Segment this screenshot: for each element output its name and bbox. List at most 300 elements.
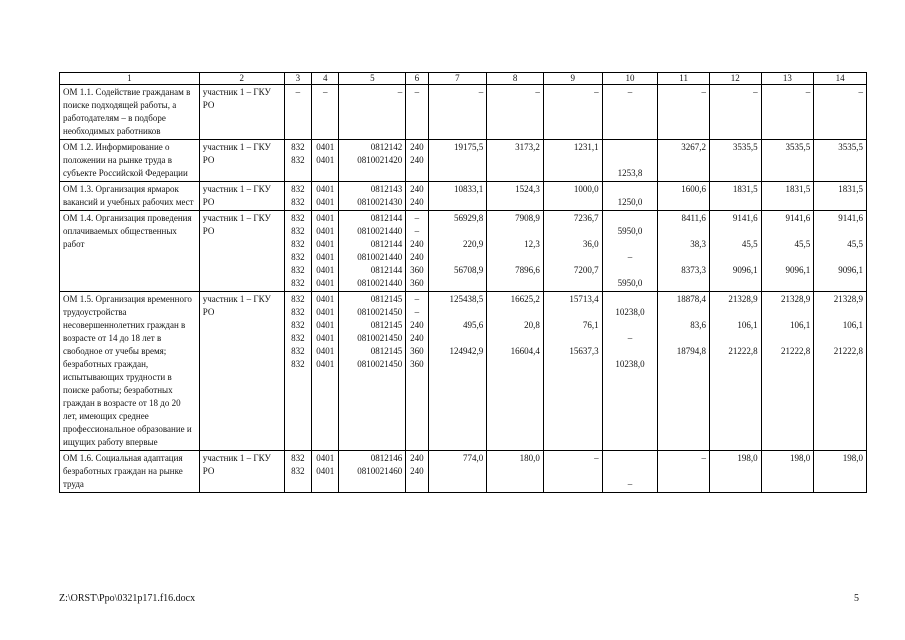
cell-value: 0810021460 — [357, 466, 403, 476]
cell-value: 36,0 — [582, 239, 599, 249]
cell-value: 20,8 — [524, 320, 540, 330]
cell-value: 0401 — [316, 184, 335, 194]
cell-value: 832 — [291, 359, 305, 369]
cell-value: 1600,6 — [681, 184, 706, 194]
cell-value: 7200,7 — [573, 265, 599, 275]
table-cell — [284, 85, 311, 140]
cell-value — [606, 465, 655, 478]
table-cell — [339, 451, 406, 493]
measure-name: ОМ 1.6. Социальная адаптация безработных граждан на рынке труда — [60, 451, 200, 493]
cell-value: 0810021450 — [357, 333, 403, 343]
cell-value: 1831,5 — [732, 184, 758, 194]
cell-value: 3535,5 — [838, 142, 863, 152]
cell-value: 832 — [291, 197, 305, 207]
table-cell — [814, 182, 867, 211]
measure-name: ОМ 1.4. Организация проведения оплачиваемых общественных работ — [60, 211, 200, 292]
cell-value: – — [414, 294, 420, 304]
cell-value: 240 — [410, 466, 424, 476]
responsible-participant: участник 1 – ГКУ РО — [199, 451, 284, 493]
table-cell — [709, 451, 761, 493]
measure-name: ОМ 1.1. Содействие гражданам в поиске подходящей работы, а работодателям – в подборе необходимых работников — [60, 85, 200, 140]
cell-value: – — [295, 87, 301, 97]
cell-value: 360 — [410, 346, 424, 356]
cell-value — [432, 251, 484, 264]
table-cell — [543, 182, 602, 211]
table-cell — [658, 292, 710, 451]
cell-value — [713, 277, 758, 290]
cell-value: 832 — [291, 346, 305, 356]
table-cell — [406, 85, 428, 140]
cell-value — [713, 251, 758, 264]
cell-value — [713, 225, 758, 238]
table-cell — [312, 85, 339, 140]
table-cell — [602, 211, 658, 292]
responsible-participant: участник 1 – ГКУ РО — [199, 85, 284, 140]
page-number: 5 — [854, 593, 859, 604]
cell-value: 18878,4 — [676, 294, 706, 304]
cell-value: 832 — [291, 278, 305, 288]
table-cell — [406, 292, 428, 451]
cell-value: 0401 — [316, 155, 335, 165]
cell-value: 3267,2 — [681, 142, 706, 152]
cell-value: 3173,2 — [515, 142, 540, 152]
table-cell — [339, 292, 406, 451]
table-cell — [284, 182, 311, 211]
cell-value — [606, 452, 655, 465]
cell-value: 83,6 — [690, 320, 706, 330]
cell-value — [817, 358, 863, 371]
cell-value: – — [397, 87, 403, 97]
cell-value — [817, 277, 863, 290]
table-cell — [709, 182, 761, 211]
cell-value: 106,1 — [789, 320, 811, 330]
cell-value: 0401 — [316, 359, 335, 369]
cell-value: 832 — [291, 155, 305, 165]
table-cell — [406, 211, 428, 292]
cell-value: 9096,1 — [732, 265, 758, 275]
table-cell — [487, 211, 544, 292]
cell-value: 124942,9 — [449, 346, 484, 356]
cell-value: 3535,5 — [785, 142, 811, 152]
cell-value: – — [805, 87, 811, 97]
cell-value: 0401 — [316, 265, 335, 275]
table-cell — [284, 140, 311, 182]
table-cell — [339, 211, 406, 292]
cell-value — [432, 358, 484, 371]
cell-value: 106,1 — [737, 320, 758, 330]
responsible-participant: участник 1 – ГКУ РО — [199, 182, 284, 211]
cell-value: 0401 — [316, 294, 335, 304]
cell-value: 1524,3 — [515, 184, 540, 194]
table-cell — [339, 182, 406, 211]
table-cell — [312, 211, 339, 292]
cell-value — [547, 306, 599, 319]
cell-value: 240 — [410, 320, 424, 330]
cell-value — [432, 225, 484, 238]
cell-value: 7908,9 — [515, 213, 540, 223]
cell-value: 0401 — [316, 252, 335, 262]
cell-value — [490, 277, 540, 290]
cell-value: 18794,8 — [676, 346, 706, 356]
table-cell — [406, 182, 428, 211]
cell-value — [606, 238, 655, 251]
column-header: 13 — [761, 73, 814, 85]
table-row — [60, 211, 867, 292]
table-row — [60, 182, 867, 211]
column-header: 2 — [199, 73, 284, 85]
cell-value: 76,1 — [582, 320, 599, 330]
table-cell — [428, 292, 487, 451]
table-cell — [709, 292, 761, 451]
table-cell — [761, 140, 814, 182]
cell-value: 10833,1 — [453, 184, 484, 194]
cell-value: 21222,8 — [728, 346, 758, 356]
table-cell — [814, 140, 867, 182]
cell-value — [817, 306, 863, 319]
table-cell — [284, 451, 311, 493]
column-header: 4 — [312, 73, 339, 85]
cell-value: 198,0 — [737, 453, 758, 463]
cell-value: 0810021420 — [357, 155, 403, 165]
document-path: Z:\ORST\Ppo\0321p171.f16.docx — [59, 593, 196, 604]
cell-value: 1831,5 — [785, 184, 811, 194]
cell-value: 0810021430 — [357, 197, 403, 207]
cell-value — [765, 306, 811, 319]
cell-value: 774,0 — [462, 453, 484, 463]
table-cell — [487, 85, 544, 140]
table-cell — [543, 140, 602, 182]
cell-value: – — [414, 307, 420, 317]
cell-value: 832 — [291, 320, 305, 330]
responsible-participant: участник 1 – ГКУ РО — [199, 211, 284, 292]
table-cell — [658, 451, 710, 493]
cell-value — [765, 225, 811, 238]
table-cell — [312, 451, 339, 493]
cell-value: 21222,8 — [833, 346, 863, 356]
table-cell — [312, 182, 339, 211]
cell-value — [606, 183, 655, 196]
cell-value: 1231,1 — [573, 142, 599, 152]
cell-value: 198,0 — [789, 453, 811, 463]
cell-value: 832 — [291, 294, 305, 304]
cell-value — [490, 306, 540, 319]
table-cell — [284, 211, 311, 292]
responsible-participant: участник 1 – ГКУ РО — [199, 140, 284, 182]
table-cell — [761, 211, 814, 292]
cell-value: 240 — [410, 239, 424, 249]
cell-value: 21222,8 — [780, 346, 811, 356]
cell-value: 8411,6 — [681, 213, 706, 223]
table-cell — [761, 451, 814, 493]
cell-value: 495,6 — [462, 320, 484, 330]
table-cell — [406, 451, 428, 493]
cell-value: 7896,6 — [515, 265, 540, 275]
cell-value: 832 — [291, 453, 305, 463]
cell-value: 56929,8 — [453, 213, 484, 223]
column-header: 11 — [658, 73, 710, 85]
table-cell — [543, 292, 602, 451]
cell-value: 832 — [291, 265, 305, 275]
cell-value: 0401 — [316, 346, 335, 356]
table-cell — [709, 140, 761, 182]
cell-value — [606, 154, 655, 167]
cell-value — [547, 225, 599, 238]
cell-value: 56708,9 — [453, 265, 484, 275]
cell-value: 9141,6 — [838, 213, 863, 223]
table-cell — [814, 292, 867, 451]
cell-value — [490, 225, 540, 238]
column-header: 6 — [406, 73, 428, 85]
measure-name: ОМ 1.5. Организация временного трудоустройства несовершеннолетних граждан в возрасте от 14 до 18 лет в свободное от учебы время; безработных граждан, испытывающих трудности в поиске работы; безработных граждан в возрасте от 18 до 20 лет, имеющих среднее профессиональное образование и ищущих работу впервые — [60, 292, 200, 451]
table-cell — [487, 140, 544, 182]
column-header: 10 — [602, 73, 658, 85]
responsible-participant: участник 1 – ГКУ РО — [199, 292, 284, 451]
cell-value: 12,3 — [524, 239, 540, 249]
column-header: 3 — [284, 73, 311, 85]
table-cell — [658, 140, 710, 182]
cell-value — [606, 345, 655, 358]
table-cell — [284, 292, 311, 451]
cell-value: 0401 — [316, 466, 335, 476]
cell-value: 832 — [291, 307, 305, 317]
cell-value: 5950,0 — [617, 226, 643, 236]
cell-value: 1000,0 — [573, 184, 599, 194]
table-cell — [487, 292, 544, 451]
cell-value: – — [701, 87, 706, 97]
cell-value: 8373,3 — [681, 265, 706, 275]
cell-value: 0812144 — [370, 265, 403, 275]
budget-table — [59, 72, 867, 493]
cell-value — [765, 251, 811, 264]
column-header: 12 — [709, 73, 761, 85]
cell-value: – — [414, 87, 420, 97]
cell-value: 0812145 — [370, 294, 403, 304]
cell-value — [713, 358, 758, 371]
column-header: 7 — [428, 73, 487, 85]
cell-value: 0401 — [316, 333, 335, 343]
cell-value: – — [701, 453, 706, 463]
table-cell — [709, 211, 761, 292]
cell-value: 240 — [410, 333, 424, 343]
cell-value: – — [627, 333, 633, 343]
cell-value: 9096,1 — [785, 265, 811, 275]
cell-value: 240 — [410, 142, 424, 152]
cell-value: 21328,9 — [780, 294, 811, 304]
table-cell — [814, 85, 867, 140]
cell-value: 10238,0 — [615, 359, 645, 369]
cell-value — [432, 306, 484, 319]
cell-value — [661, 251, 706, 264]
cell-value: 0812144 — [370, 239, 403, 249]
cell-value: 0401 — [316, 213, 335, 223]
cell-value — [490, 332, 540, 345]
cell-value: 0810021450 — [357, 359, 403, 369]
cell-value: 1250,0 — [617, 197, 643, 207]
cell-value: 1253,8 — [617, 168, 643, 178]
table-cell — [312, 140, 339, 182]
cell-value — [490, 358, 540, 371]
cell-value: 832 — [291, 333, 305, 343]
table-cell — [814, 211, 867, 292]
cell-value: 360 — [410, 278, 424, 288]
cell-value — [547, 358, 599, 371]
table-body — [60, 85, 867, 493]
cell-value: 0810021440 — [357, 226, 403, 236]
cell-value — [547, 277, 599, 290]
table-row — [60, 451, 867, 493]
cell-value — [661, 332, 706, 345]
cell-value: 0812145 — [370, 346, 403, 356]
cell-value: – — [627, 479, 633, 489]
cell-value — [432, 332, 484, 345]
cell-value: 832 — [291, 184, 305, 194]
cell-value: – — [594, 87, 599, 97]
cell-value: – — [535, 87, 540, 97]
cell-value: 45,5 — [741, 239, 758, 249]
table-cell — [339, 85, 406, 140]
cell-value: – — [858, 87, 863, 97]
cell-value: – — [627, 87, 633, 97]
cell-value: 0401 — [316, 142, 335, 152]
cell-value: 16604,4 — [510, 346, 540, 356]
column-header: 14 — [814, 73, 867, 85]
cell-value — [606, 141, 655, 154]
table-cell — [658, 211, 710, 292]
cell-value: 7236,7 — [573, 213, 599, 223]
table-cell — [487, 451, 544, 493]
measure-name: ОМ 1.3. Организация ярмарок вакансий и учебных рабочих мест — [60, 182, 200, 211]
cell-value — [713, 306, 758, 319]
cell-value: 0810021440 — [357, 252, 403, 262]
cell-value: 38,3 — [690, 239, 706, 249]
table-cell — [814, 451, 867, 493]
cell-value: – — [478, 87, 484, 97]
cell-value: 360 — [410, 265, 424, 275]
cell-value: 832 — [291, 239, 305, 249]
table-cell — [487, 182, 544, 211]
cell-value — [817, 225, 863, 238]
cell-value — [661, 358, 706, 371]
cell-value: 106,1 — [842, 320, 863, 330]
cell-value: 10238,0 — [615, 307, 645, 317]
cell-value: 0401 — [316, 197, 335, 207]
table-cell — [602, 451, 658, 493]
cell-value: 1831,5 — [838, 184, 863, 194]
cell-value: – — [414, 213, 420, 223]
cell-value: 9096,1 — [838, 265, 863, 275]
table-row — [60, 85, 867, 140]
column-header: 8 — [487, 73, 544, 85]
cell-value — [606, 264, 655, 277]
table-cell — [602, 182, 658, 211]
cell-value: 5950,0 — [617, 278, 643, 288]
table-cell — [658, 85, 710, 140]
table-cell — [602, 85, 658, 140]
column-header: 9 — [543, 73, 602, 85]
column-header: 1 — [60, 73, 200, 85]
cell-value: 0810021440 — [357, 278, 403, 288]
table-cell — [602, 140, 658, 182]
cell-value: 0401 — [316, 226, 335, 236]
cell-value: 45,5 — [847, 239, 863, 249]
cell-value: 0810021450 — [357, 307, 403, 317]
table-cell — [658, 182, 710, 211]
table-cell — [761, 182, 814, 211]
table-cell — [761, 85, 814, 140]
table-cell — [761, 292, 814, 451]
cell-value: – — [323, 87, 328, 97]
table-cell — [428, 211, 487, 292]
cell-value: 0401 — [316, 453, 335, 463]
column-header: 5 — [339, 73, 406, 85]
cell-value: 16625,2 — [510, 294, 540, 304]
cell-value — [606, 319, 655, 332]
cell-value — [661, 277, 706, 290]
cell-value: 832 — [291, 466, 305, 476]
cell-value: 15637,3 — [569, 346, 599, 356]
cell-value: 15713,4 — [569, 294, 599, 304]
cell-value — [817, 251, 863, 264]
cell-value — [765, 332, 811, 345]
cell-value: 240 — [410, 252, 424, 262]
cell-value: 360 — [410, 359, 424, 369]
cell-value: 3535,5 — [732, 142, 758, 152]
table-cell — [428, 140, 487, 182]
cell-value: 832 — [291, 142, 305, 152]
cell-value: 19175,5 — [453, 142, 484, 152]
cell-value: 9141,6 — [785, 213, 811, 223]
cell-value: – — [594, 453, 599, 463]
table-cell — [339, 140, 406, 182]
cell-value — [606, 293, 655, 306]
table-cell — [709, 85, 761, 140]
cell-value: 240 — [410, 184, 424, 194]
cell-value: – — [414, 226, 420, 236]
cell-value — [661, 306, 706, 319]
cell-value: 0812143 — [370, 184, 403, 194]
cell-value: 832 — [291, 213, 305, 223]
cell-value: 832 — [291, 252, 305, 262]
table-cell — [543, 451, 602, 493]
cell-value: 0401 — [316, 307, 335, 317]
cell-value: – — [753, 87, 758, 97]
table-cell — [602, 292, 658, 451]
cell-value: 220,9 — [462, 239, 484, 249]
table-cell — [312, 292, 339, 451]
header-row — [60, 73, 867, 85]
cell-value — [817, 332, 863, 345]
cell-value: – — [627, 252, 633, 262]
cell-value — [547, 251, 599, 264]
cell-value: 9141,6 — [732, 213, 758, 223]
cell-value: 240 — [410, 453, 424, 463]
table-cell — [428, 451, 487, 493]
table-row — [60, 140, 867, 182]
cell-value: 125438,5 — [449, 294, 484, 304]
cell-value — [713, 332, 758, 345]
table-cell — [543, 211, 602, 292]
cell-value: 0401 — [316, 320, 335, 330]
cell-value: 0812145 — [370, 320, 403, 330]
cell-value: 0812144 — [370, 213, 403, 223]
cell-value — [490, 251, 540, 264]
cell-value: 198,0 — [842, 453, 863, 463]
cell-value: 240 — [410, 155, 424, 165]
table-cell — [406, 140, 428, 182]
cell-value: 240 — [410, 197, 424, 207]
measure-name: ОМ 1.2. Информирование о положении на рынке труда в субъекте Российской Федерации — [60, 140, 200, 182]
table-cell — [428, 182, 487, 211]
